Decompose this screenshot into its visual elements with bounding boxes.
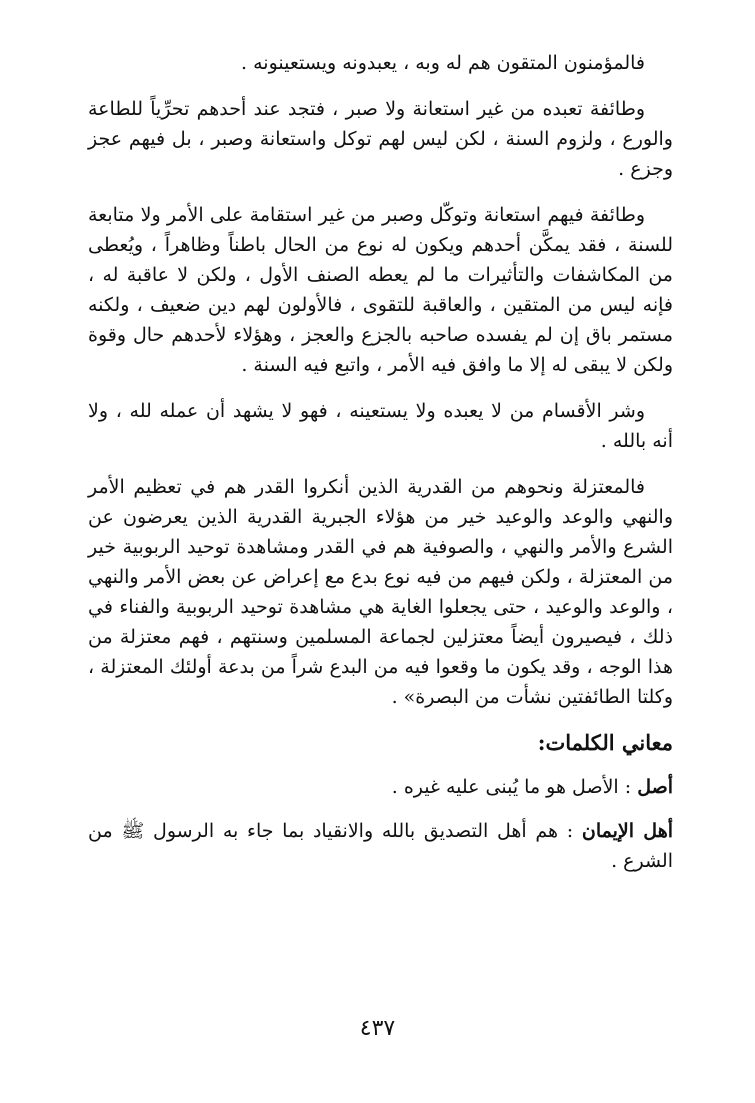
glossary-definition: : هم أهل التصديق بالله والانقياد بما جاء به الرسول ﷺ من الشرع . [88,820,673,872]
page-number: ٤٣٧ [359,1016,396,1041]
glossary-entry-asl [88,772,673,802]
page-body [88,48,673,890]
glossary-heading: معاني الكلمات: [537,730,673,755]
glossary-term: أصل [637,776,673,798]
glossary-entry-ahl-al-iman [88,816,673,876]
paragraph-3: وطائفة فيهم استعانة وتوكّل وصبر من غير استقامة على الأمر ولا متابعة للسنة ، فقد يمكَّن أحدهم ويكون له نوع من الحال باطناً وظاهراً ، ويُعطى من المكاشفات والتأثيرات ما لم يعطه الصنف الأول ، ولكن لا عاقبة له ، فإنه ليس من المتقين ، والعاقبة للتقوى ، فالأولون لهم دين ضعيف ، ولكنه مستمر باق إن لم يفسده صاحبه بالجزع والعجز ، وهؤلاء لأحدهم حال وقوة ولكن لا يبقى له إلا ما وافق فيه الأمر ، واتبع فيه السنة . [88,204,673,376]
glossary-term: أهل الإيمان [581,820,673,842]
glossary-definition: : الأصل هو ما يُبنى عليه غيره . [391,776,632,798]
paragraph-1: فالمؤمنون المتقون هم له وبه ، يعبدونه ويستعينونه . [241,52,645,74]
paragraph-4: وشر الأقسام من لا يعبده ولا يستعينه ، فهو لا يشهد أن عمله لله ، ولا أنه بالله . [88,400,673,452]
paragraph-5: فالمعتزلة ونحوهم من القدرية الذين أنكروا القدر هم في تعظيم الأمر والنهي والوعد والوعيد خير من هؤلاء الجبرية القدرية الذين يعرضون عن الشرع والأمر والنهي ، والصوفية هم في القدر ومشاهدة توحيد الربوبية خير من المعتزلة ، ولكن فيهم من فيه نوع بدع مع إعراض عن بعض الأمر والنهي ، والوعد والوعيد ، حتى يجعلوا الغاية هي مشاهدة توحيد الربوبية والفناء في ذلك ، فيصيرون أيضاً معتزلين لجماعة المسلمين وسنتهم ، فهم معتزلة من هذا الوجه ، وقد يكون ما وقعوا فيه من البدع شراً من بدعة أولئك المعتزلة ، وكلتا الطائفتين نشأت من البصرة» . [88,476,673,708]
paragraph-2: وطائفة تعبده من غير استعانة ولا صبر ، فتجد عند أحدهم تحرِّياً للطاعة والورع ، ولزوم السنة ، لكن ليس لهم توكل واستعانة وصبر ، بل فيهم عجز وجزع . [88,98,673,180]
